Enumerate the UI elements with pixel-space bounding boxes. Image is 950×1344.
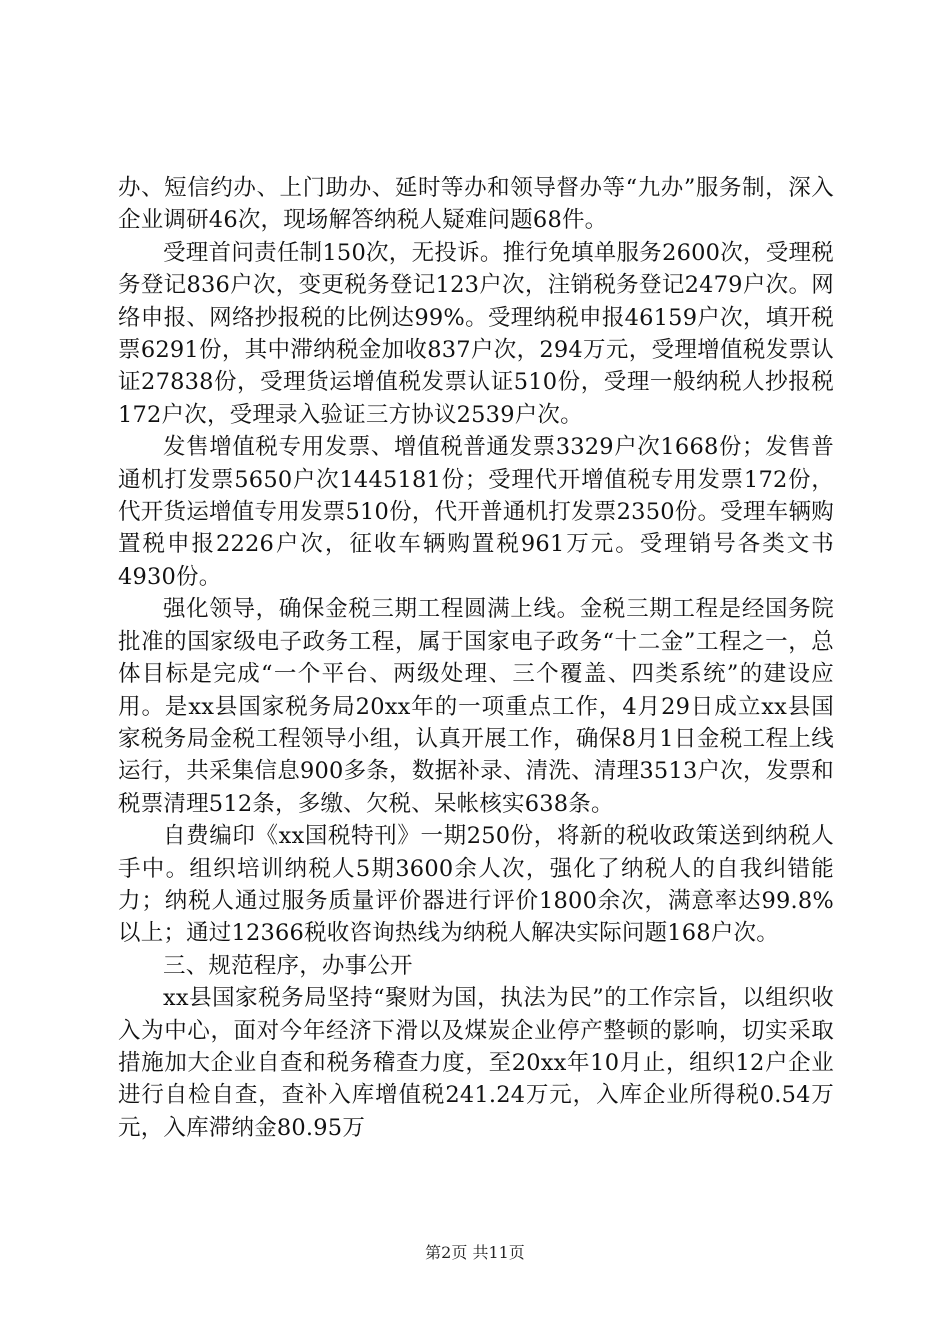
paragraph-service-system: 办、短信约办、上门助办、延时等办和领导督办等“九办”服务制，深入企业调研46次，现场解答纳税人疑难问题68件。 — [118, 175, 834, 234]
paragraph-golden-tax-project: 强化领导，确保金税三期工程圆满上线。金税三期工程是经国务院批准的国家级电子政务工程，属于国家电子政务“十二金”工程之一，总体目标是完成“一个平台、两级处理、三个覆盖、四类系统”的建设应用。是xx县国家税务局20xx年的一项重点工作，4月29日成立xx县国家税务局金税工程领导小组，认真开展工作，确保8月1日金税工程上线运行，共采集信息900多条，数据补录、清洗、清理3513户次，发票和税票清理512条，多缴、欠税、呆帐核实638条。 — [118, 596, 834, 817]
paragraph-special-issue: 自费编印《xx国税特刊》一期250份，将新的税收政策送到纳税人手中。组织培训纳税人5期3600余人次，强化了纳税人的自我纠错能力；纳税人通过服务质量评价器进行评价1800余次，满意率达99.8%以上；通过12366税收咨询热线为纳税人解决实际问题168户次。 — [118, 823, 834, 947]
paragraph-first-inquiry: 受理首问责任制150次，无投诉。推行免填单服务2600次，受理税务登记836户次，变更税务登记123户次，注销税务登记2479户次。网络申报、网络抄报税的比例达99%。受理纳税申报46159户次，填开税票6291份，其中滞纳税金加收837户次，294万元，受理增值税发票认证27838份，受理货运增值税发票认证510份，受理一般纳税人抄报税172户次，受理录入验证三方协议2539户次。 — [118, 239, 834, 428]
paragraph-revenue-collection: xx县国家税务局坚持“聚财为国，执法为民”的工作宗旨，以组织收入为中心，面对今年经济下滑以及煤炭企业停产整顿的影响，切实采取措施加大企业自查和税务稽查力度，至20xx年10月止，组织12户企业进行自检自查，查补入库增值税241.24万元，入库企业所得税0.54万元，入库滞纳金80.95万 — [118, 985, 834, 1141]
section-heading: 三、规范程序，办事公开 — [163, 952, 413, 979]
page-number-footer: 第2页 共11页 — [425, 1243, 525, 1262]
document-body — [118, 172, 834, 1144]
paragraph-invoice-sales: 发售增值税专用发票、增值税普通发票3329户次1668份；发售普通机打发票5650户次1445181份；受理代开增值税专用发票172份，代开货运增值专用发票510份，代开普通机打发票2350份。受理车辆购置税申报2226户次，征收车辆购置税961万元。受理销号各类文书4930份。 — [118, 434, 834, 590]
